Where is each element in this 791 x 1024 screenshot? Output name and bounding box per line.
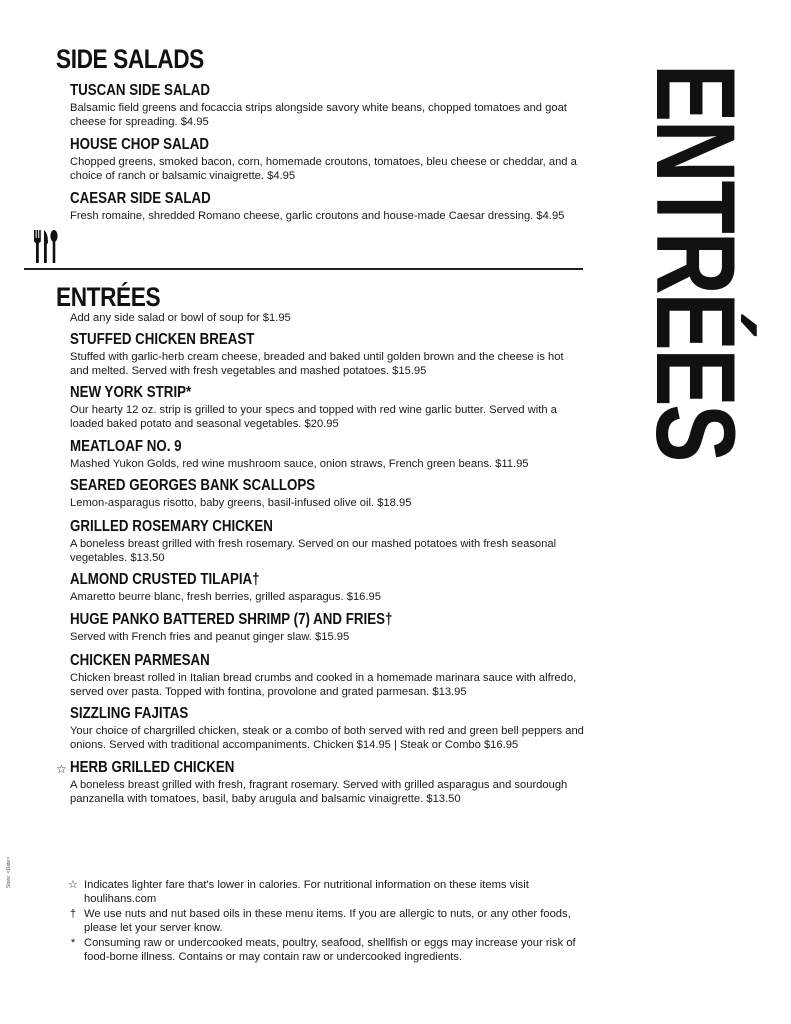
- menu-item-name: HUGE PANKO BATTERED SHRIMP (7) AND FRIES†: [70, 611, 393, 628]
- footnote-text: Consuming raw or undercooked meats, poultry, seafood, shellfish or eggs may increase your risk of food-borne illness. Contains or may contain raw or undercooked ingredients.: [84, 937, 576, 963]
- footnote-lighter-fare: [62, 878, 592, 906]
- menu-item-description: Served with French fries and peanut ginger slaw. $15.95: [70, 631, 350, 643]
- menu-item-name: TUSCAN SIDE SALAD: [70, 82, 210, 99]
- footnotes: [62, 878, 592, 965]
- menu-item-description: Your choice of chargrilled chicken, steak or a combo of both served with red and green bell peppers and onions. Served with traditional accompaniments. Chicken $14.95 | Steak or Combo $16.95: [70, 725, 584, 751]
- star-outline-icon: ☆: [56, 762, 67, 776]
- menu-item-seared-georges-bank-scallops: [70, 477, 585, 510]
- menu-item-name: GRILLED ROSEMARY CHICKEN: [70, 518, 273, 535]
- menu-item-description: A boneless breast grilled with fresh rosemary. Served on our mashed potatoes with fresh seasonal vegetables. $13.50: [70, 538, 557, 564]
- menu-item-stuffed-chicken-breast: [70, 331, 585, 378]
- menu-item-description: Amaretto beurre blanc, fresh berries, grilled asparagus. $16.95: [70, 591, 381, 603]
- menu-item-name: MEATLOAF NO. 9: [70, 438, 182, 455]
- menu-item-name: SEARED GEORGES BANK SCALLOPS: [70, 477, 316, 494]
- menu-item-description: Balsamic field greens and focaccia strips alongside savory white beans, chopped tomatoes and goat cheese for spreading. $4.95: [70, 102, 567, 128]
- menu-item-herb-grilled-chicken: [70, 759, 585, 806]
- menu-item-description: Chicken breast rolled in Italian bread crumbs and cooked in a homemade marinara sauce with alfredo, served over pasta. Topped with fontina, provolone and grated parmesan. $13.95: [70, 672, 577, 698]
- menu-item-name: ALMOND CRUSTED TILAPIA†: [70, 571, 260, 588]
- menu-item-caesar-side-salad: [70, 190, 585, 223]
- footnote-text: We use nuts and nut based oils in these menu items. If you are allergic to nuts, or any other foods, please let your server know.: [84, 908, 571, 934]
- menu-item-description: Stuffed with garlic-herb cream cheese, breaded and baked until golden brown and the cheese is hot and melted. Served with fresh vegetables and mashed potatoes. $15.95: [70, 351, 564, 377]
- footnote-symbol: †: [69, 908, 77, 920]
- menu-item-description: Chopped greens, smoked bacon, corn, homemade croutons, tomatoes, bleu cheese or cheddar, and a choice of ranch or balsamic vinaigrette. $4.95: [70, 156, 577, 182]
- footnote-symbol: *: [70, 937, 76, 949]
- section-divider: [24, 268, 583, 270]
- menu-item-name: CAESAR SIDE SALAD: [70, 190, 211, 207]
- menu-item-sizzling-fajitas: [70, 705, 585, 752]
- menu-item-name: HERB GRILLED CHICKEN: [70, 759, 235, 776]
- menu-item-description: A boneless breast grilled with fresh, fragrant rosemary. Served with grilled asparagus and sourdough panzanella with tomatoes, basil, baby arugula and balsamic vinaigrette. $13.50: [70, 779, 568, 805]
- menu-item-name: CHICKEN PARMESAN: [70, 652, 210, 669]
- menu-item-name: HOUSE CHOP SALAD: [70, 136, 209, 153]
- side-salad-addon-note: Add any side salad or bowl of soup for $1.95: [70, 312, 291, 324]
- menu-item-meatloaf-no-9: [70, 438, 585, 471]
- footnote-raw-food-warning: [62, 936, 592, 964]
- footnote-nuts: [62, 907, 592, 935]
- vertical-section-title: [633, 52, 758, 472]
- store-date-label: Store: <Date>: [6, 856, 12, 888]
- entrees-heading: ENTRÉES: [56, 282, 161, 312]
- menu-item-name: STUFFED CHICKEN BREAST: [70, 331, 255, 348]
- menu-item-house-chop-salad: [70, 136, 585, 183]
- menu-item-almond-crusted-tilapia: [70, 571, 585, 604]
- menu-item-name: SIZZLING FAJITAS: [70, 705, 189, 722]
- menu-item-name: NEW YORK STRIP*: [70, 384, 192, 401]
- menu-item-description: Fresh romaine, shredded Romano cheese, garlic croutons and house-made Caesar dressing. $4.95: [70, 210, 565, 222]
- menu-item-description: Mashed Yukon Golds, red wine mushroom sauce, onion straws, French green beans. $11.95: [70, 458, 529, 470]
- footnote-text: Indicates lighter fare that's lower in calories. For nutritional information on these items visit houlihans.com: [84, 879, 529, 905]
- menu-item-chicken-parmesan: [70, 652, 585, 699]
- vertical-title-text: ENTRÉES: [633, 63, 758, 461]
- menu-item-grilled-rosemary-chicken: [70, 518, 585, 565]
- menu-item-description: Our hearty 12 oz. strip is grilled to your specs and topped with red wine garlic butter. Served with a loaded baked potato and seasonal vegetables. $20.95: [70, 404, 557, 430]
- footnote-symbol: ☆: [67, 879, 79, 891]
- menu-item-huge-panko-battered-shrimp: [70, 611, 585, 644]
- menu-item-tuscan-side-salad: [70, 82, 585, 129]
- side-salads-heading: SIDE SALADS: [56, 44, 204, 74]
- menu-item-description: Lemon-asparagus risotto, baby greens, basil-infused olive oil. $18.95: [70, 497, 412, 509]
- menu-item-new-york-strip: [70, 384, 585, 431]
- fork-knife-spoon-icon: [33, 230, 59, 269]
